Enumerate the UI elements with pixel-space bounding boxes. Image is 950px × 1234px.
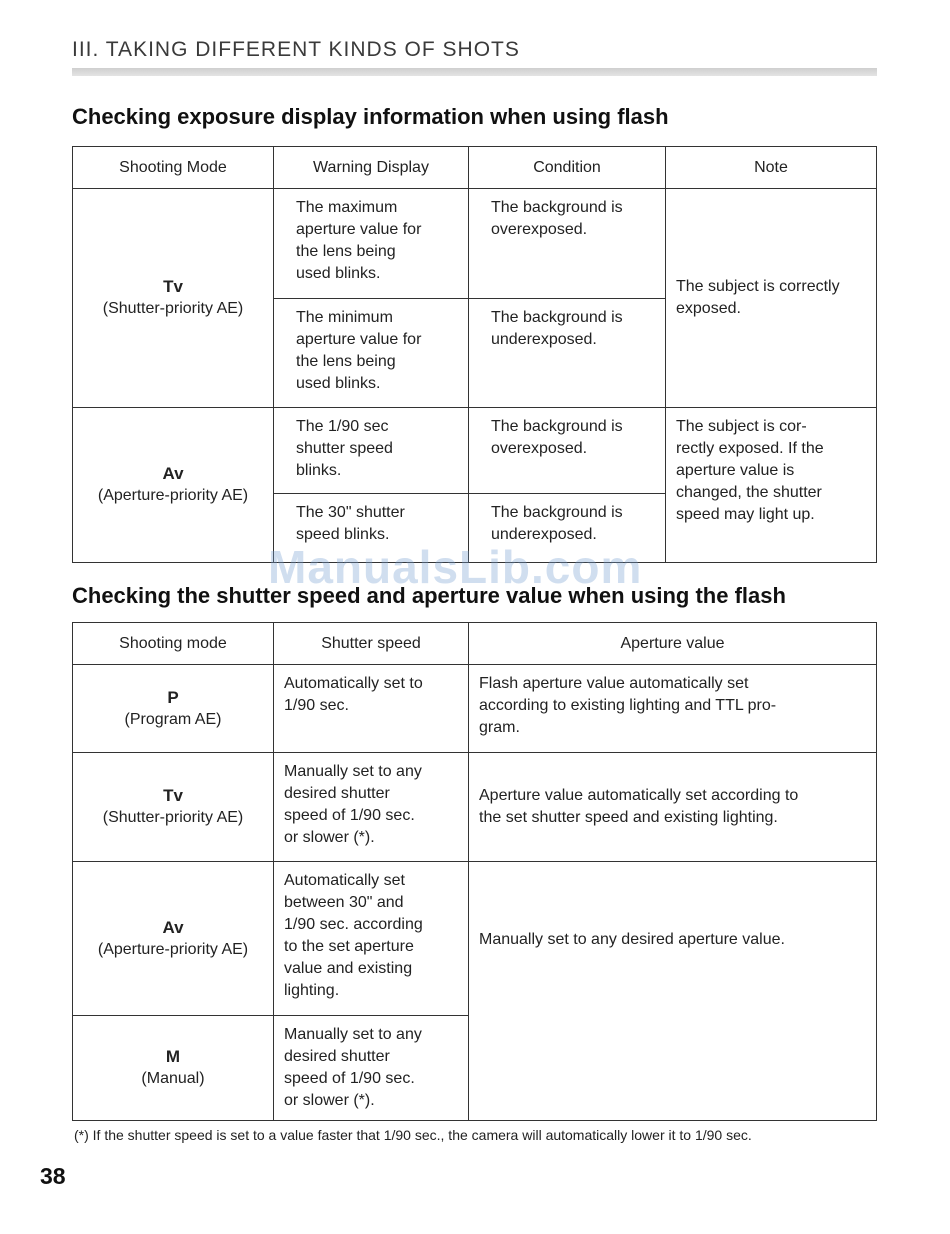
shutter-cell — [274, 665, 469, 753]
shutter-text: Manually set to any desired shutter speed of 1/90 sec. or slower (*). — [284, 763, 422, 846]
mode-name: (Shutter-priority AE) — [102, 809, 244, 826]
aperture-cell — [469, 753, 877, 862]
shutter-text: Automatically set to 1/90 sec. — [284, 675, 423, 714]
condition-text: The background is overexposed. — [491, 418, 623, 457]
condition-cell — [469, 189, 666, 299]
condition-text: The background is underexposed. — [491, 504, 623, 543]
table-row — [73, 189, 877, 299]
warning-text: The maximum aperture value for the lens being used blinks. — [296, 199, 422, 282]
watermark: ManualsLib.com — [268, 541, 643, 593]
mode-letter: M — [165, 1047, 181, 1066]
warning-cell — [274, 408, 469, 494]
mode-cell-av — [73, 862, 274, 1016]
shutter-text: Automatically set between 30" and 1/90 sec. according to the set aperture value and existing lighting. — [284, 872, 423, 999]
mode-name: (Aperture-priority AE) — [97, 940, 249, 958]
mode-name: (Program AE) — [124, 710, 222, 728]
header-warning-display: Warning Display — [274, 147, 469, 189]
condition-cell — [469, 299, 666, 408]
header-shutter-speed: Shutter speed — [274, 623, 469, 665]
mode-cell-tv — [73, 189, 274, 408]
note-text: The subject is cor- rectly exposed. If the aperture value is changed, the shutter speed may light up. — [676, 418, 824, 523]
mode-name: (Aperture-priority AE) — [97, 487, 249, 504]
condition-text: The background is overexposed. — [491, 199, 623, 238]
aperture-cell — [469, 665, 877, 753]
shutter-cell — [274, 1016, 469, 1121]
table-row — [73, 665, 877, 753]
mode-name: (Shutter-priority AE) — [102, 300, 244, 317]
header-shooting-mode: Shooting mode — [73, 623, 274, 665]
header-shooting-mode: Shooting Mode — [73, 147, 274, 189]
header-condition: Condition — [469, 147, 666, 189]
aperture-text: Manually set to any desired aperture value. — [479, 931, 785, 948]
aperture-text: Flash aperture value automatically set according to existing lighting and TTL pro- gram. — [479, 675, 777, 736]
shutter-cell — [274, 753, 469, 862]
condition-text: The background is underexposed. — [491, 309, 623, 348]
warning-text: The 1/90 sec shutter speed blinks. — [296, 418, 393, 479]
header-aperture-value: Aperture value — [469, 623, 877, 665]
aperture-cell — [469, 862, 877, 1121]
chapter-heading: III. TAKING DIFFERENT KINDS OF SHOTS — [72, 38, 520, 61]
mode-letter: Av — [162, 464, 184, 483]
table-row — [73, 408, 877, 494]
mode-cell-tv — [73, 753, 274, 862]
mode-letter: Tv — [163, 277, 183, 296]
shutter-text: Manually set to any desired shutter speed of 1/90 sec. or slower (*). — [284, 1026, 422, 1109]
mode-letter: P — [167, 687, 179, 707]
warning-text: The 30" shutter speed blinks. — [296, 504, 405, 543]
warning-cell — [274, 299, 469, 408]
warning-cell — [274, 189, 469, 299]
chapter-rule — [72, 68, 877, 76]
mode-letter: Tv — [163, 786, 183, 805]
mode-cell-m — [73, 1016, 274, 1121]
page-number: 38 — [40, 1163, 66, 1189]
note-cell — [666, 408, 877, 563]
aperture-text: Aperture value automatically set according to the set shutter speed and existing lighting. — [479, 787, 799, 826]
note-text: The subject is correctly exposed. — [676, 278, 840, 317]
section1-title: Checking exposure display information when using flash — [72, 104, 669, 129]
footnote: (*) If the shutter speed is set to a value faster that 1/90 sec., the camera will automatically lower it to 1/90 sec. — [74, 1127, 752, 1143]
table-header-row — [73, 147, 877, 189]
mode-name: (Manual) — [141, 1070, 205, 1087]
mode-cell-p — [73, 665, 274, 753]
note-cell — [666, 189, 877, 408]
mode-letter: Av — [162, 917, 184, 937]
warning-text: The minimum aperture value for the lens being used blinks. — [296, 309, 422, 392]
exposure-warning-table — [72, 146, 877, 563]
shutter-cell — [274, 862, 469, 1016]
table-header-row — [73, 623, 877, 665]
mode-cell-av — [73, 408, 274, 563]
table-row — [73, 753, 877, 862]
shutter-aperture-table — [72, 622, 877, 1121]
section2-title: Checking the shutter speed and aperture value when using the flash — [72, 583, 786, 608]
header-note: Note — [666, 147, 877, 189]
condition-cell — [469, 408, 666, 494]
table-row — [73, 862, 877, 1016]
